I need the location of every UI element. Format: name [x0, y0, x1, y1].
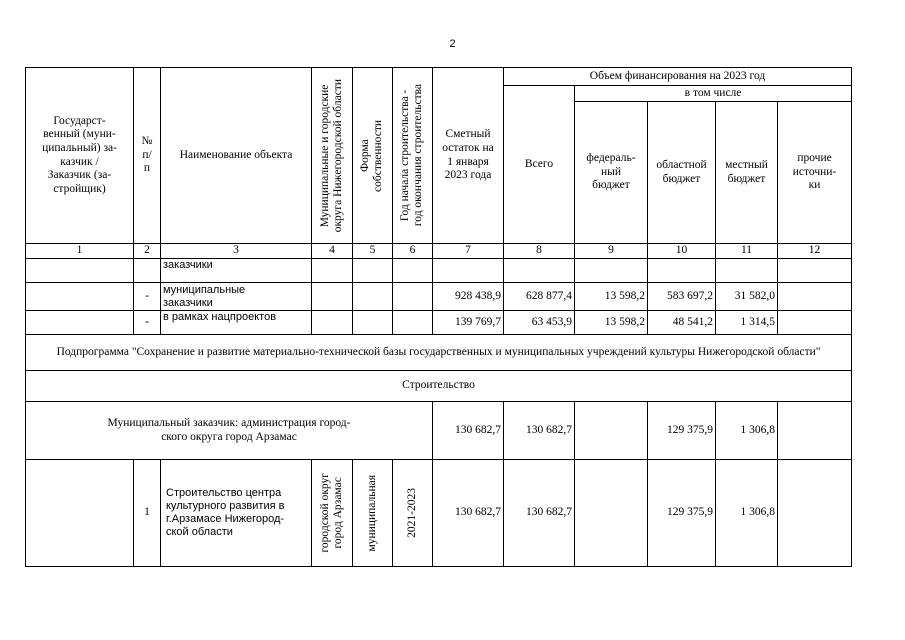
- header-ownership: [353, 68, 393, 244]
- row-federal: 13 598,2: [575, 311, 648, 335]
- subprogram-title: Подпрограмма "Сохранение и развитие материально-технической базы государственных и муниципальных учреждений культуры Нижегородской области": [26, 335, 852, 371]
- row-name-zakazchiki: заказчики: [161, 259, 312, 283]
- row-regional: 583 697,2: [648, 283, 716, 311]
- col-number: 6: [393, 244, 433, 259]
- header-regional: областной бюджет: [648, 102, 716, 244]
- row-total: 628 877,4: [504, 283, 575, 311]
- customer-label: Муниципальный заказчик: администрация город- ского округа город Арзамас: [26, 402, 433, 460]
- item-years-text: 2021-2023: [405, 488, 418, 538]
- row-local: 1 314,5: [716, 311, 778, 335]
- header-balance: Сметный остаток на 1 января 2023 года: [433, 68, 504, 244]
- customer-local: 1 306,8: [716, 402, 778, 460]
- item-regional: 129 375,9: [648, 460, 716, 567]
- row-total: 63 453,9: [504, 311, 575, 335]
- row-local: 31 582,0: [716, 283, 778, 311]
- col-number: 12: [778, 244, 852, 259]
- col-number: 2: [134, 244, 161, 259]
- table-row: [26, 460, 852, 567]
- header-other: прочие источни- ки: [778, 102, 852, 244]
- row-name: муниципальные заказчики: [161, 283, 312, 311]
- item-municipality: [312, 460, 353, 567]
- col-number: 4: [312, 244, 353, 259]
- page-number: 2: [449, 38, 456, 50]
- item-total: 130 682,7: [504, 460, 575, 567]
- item-local: 1 306,8: [716, 460, 778, 567]
- header-funding-title: Объем финансирования на 2023 год: [504, 68, 852, 86]
- col-number: 8: [504, 244, 575, 259]
- item-municipality-text: городской округ город Арзамас: [318, 473, 344, 553]
- row-number: -: [134, 311, 161, 335]
- header-ownership-text: Форма собственности: [359, 119, 385, 192]
- item-balance: 130 682,7: [433, 460, 504, 567]
- col-number: 7: [433, 244, 504, 259]
- col-number: 5: [353, 244, 393, 259]
- col-number: 10: [648, 244, 716, 259]
- table-row: [26, 259, 852, 283]
- col-number: 1: [26, 244, 134, 259]
- row-balance: 139 769,7: [433, 311, 504, 335]
- section-row: [26, 371, 852, 402]
- header-federal: федераль- ный бюджет: [575, 102, 648, 244]
- financing-table: [25, 67, 852, 567]
- item-name: Строительство центра культурного развития в г.Арзамасе Нижегород- ской области: [161, 460, 312, 567]
- header-number: № п/ п: [134, 68, 161, 244]
- header-municipality: [312, 68, 353, 244]
- header-total: Всего: [504, 86, 575, 244]
- table-row: [26, 283, 852, 311]
- header-including: в том числе: [575, 86, 852, 102]
- column-number-row: [26, 244, 852, 259]
- header-row-1: [26, 68, 852, 86]
- item-ownership-text: муниципальная: [365, 474, 378, 552]
- header-customer: Государст- венный (муни- ципальный) за- казчик / Заказчик (за- стройщик): [26, 68, 134, 244]
- customer-balance: 130 682,7: [433, 402, 504, 460]
- row-regional: 48 541,2: [648, 311, 716, 335]
- row-name: в рамках нацпроектов: [161, 311, 312, 335]
- customer-regional: 129 375,9: [648, 402, 716, 460]
- row-other: [778, 311, 852, 335]
- customer-total: 130 682,7: [504, 402, 575, 460]
- row-federal: 13 598,2: [575, 283, 648, 311]
- row-number: -: [134, 283, 161, 311]
- header-municipality-text: Муниципальные и городские округа Нижегородской области: [318, 78, 344, 233]
- section-construction: Строительство: [26, 371, 852, 402]
- item-ownership: [353, 460, 393, 567]
- subprogram-row: [26, 335, 852, 371]
- col-number: 9: [575, 244, 648, 259]
- header-local: местный бюджет: [716, 102, 778, 244]
- row-balance: 928 438,9: [433, 283, 504, 311]
- col-number: 3: [161, 244, 312, 259]
- customer-row: [26, 402, 852, 460]
- row-other: [778, 283, 852, 311]
- header-object-name: Наименование объекта: [161, 68, 312, 244]
- col-number: 11: [716, 244, 778, 259]
- item-years: [393, 460, 433, 567]
- table-row: [26, 311, 852, 335]
- header-years-text: Год начала строительства - год окончания строительства: [399, 84, 425, 227]
- item-number: 1: [134, 460, 161, 567]
- header-years: [393, 68, 433, 244]
